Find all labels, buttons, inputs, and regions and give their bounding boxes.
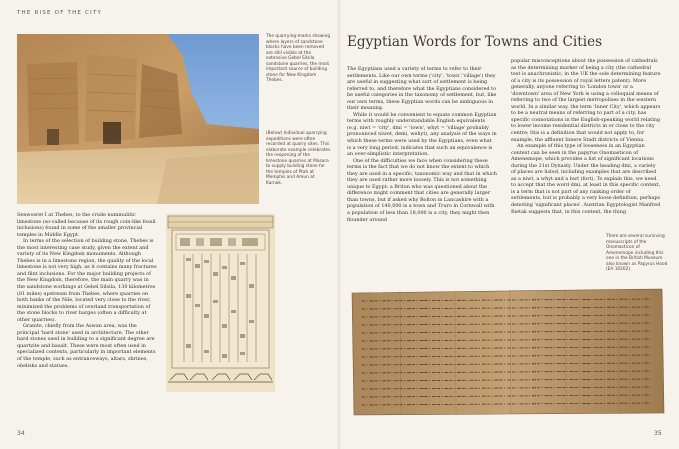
body-paragraph: The Egyptians used a variety of terms to refer to their settlements. Like our own terms ('city', 'town','village') they are useful in suggesting what sort of settlement is being referred to, and therefore what the Egyptians considered to be useful categories in the taxonomy of settlement, but, like our own terms, these Egyptian words can be ambiguous in their meaning. (347, 66, 497, 112)
body-paragraph: Senwosret I at Thebes, to the crude nummulitic limestone (so-called because of its rough coin-like fossil inclusions) found in some of the smaller provincial temples in Middle Egypt. (17, 212, 156, 238)
body-paragraph: In terms of the selection of building stone, Thebes is the most interesting case study, given the extent and variety of its New Kingdom monuments. Although Thebes is in a limestone region, the quality of the local limestone is not very high, as it contains many fractures and flint inclusions. For the major building projects of the New Kingdom, therefore, the main quarry was in the sandstone workings at Gebel Silsila, 130 kilometres (81 miles) upstream from Thebes, where quarries on both banks of the Nile, located very close to the river, minimized the problems of overland transportation of the stone blocks to river barges (often a difficulty at other quarries). (17, 238, 157, 323)
quarry-photo (17, 34, 259, 204)
left-text-column (17, 212, 157, 369)
papyrus-photo (350, 287, 666, 417)
quarry-caption: The quarrying-marks showing where layers of sandstone blocks have been removed are still visible at the extensive Gebel Silsila sandstone quarries, the most important source of building stone for New Kingdom Thebes. (266, 34, 331, 83)
body-paragraph: Granite, chiefly from the Aswan area, was the principal 'hard stone' used in architecture. The other hard stones used in building to a significant degree are quartzite and basalt. These were most often used in specialized contexts, particularly in important elements of the temple, such as entranceways, altars, shrines, obelisks and statues. (17, 323, 156, 369)
page-number-left: 34 (17, 430, 25, 437)
papyrus-caption: There are several surviving manuscripts of the Onomasticon of Amenemope including this one in the British Museum also known as Papyrus Hood (EA 10202). (606, 234, 668, 272)
page-number-right: 35 (654, 430, 662, 437)
running-head: THE RISE OF THE CITY (17, 10, 103, 16)
middle-text-column (347, 66, 497, 223)
quarry-stela-illustration (166, 214, 275, 392)
right-text-column (511, 58, 661, 215)
stela-caption: (Below) Individual quarrying expeditions were often recorded at quarry sites. This elaborate example celebrates the reopening of the limestone quarries at Masara to supply building stone for the temples of Ptah at Memphis and Amun at Karnak. (266, 131, 331, 186)
book-gutter (338, 0, 341, 449)
page-title: Egyptian Words for Towns and Cities (347, 34, 603, 50)
body-paragraph: While it would be convenient to equate common Egyptian terms with roughly understandable English equivalents (e.g. niwt = 'city', dmi = 'town', whyt = 'village' probably pronounced niwet, demi, wehyt), any analysis of the ways in which these terms were used by the Egyptians, even what is a very long period, indicates that such an equivalence is an over-simplistic interpretation. (347, 111, 497, 158)
body-paragraph: One of the difficulties we face when considering these terms is the fact that we do not know the extent to which they are used in a specific, taxonomic way and that in which they are used rather more loosely. This is not something unique to Egypt: a Briton who was questioned about the difference might comment that cities are generally larger than towns, but if asked why Bolton in Lancashire with a population of 140,000 is a town and Truro in Cornwall with a population of less than 18,000 is a city, they might then flounder around (347, 157, 497, 223)
body-paragraph: An example of this type of looseness in an Egyptian context can be seen in the papyrus Onomasticon of Amenemope, which provides a list of significant locations during the 21st Dynasty. Under the heading dmi, a variety of places are listed, including examples that are described as a niwt, a whyt and a hwt (fort). To explain this, we need to accept that the word dmi, at least in this specific context, is a term that is not part of any ranking order of settlements, but is probably a very loose definition, perhaps denoting 'significant places'. Austrian Egyptologist Manfred Bietak suggests that, in this context, the thing (511, 143, 661, 215)
body-paragraph: popular misconceptions about the possession of cathedrals as the determining marker of being a city (the cathedral test is anachronistic; in the UK the sole determining feature of a city is its possession of royal letters patent). More generally, anyone referring to 'London town' or a 'downtown' area of New York is using a colloquial means of referring to two of the largest metropolises in the western world. In a similar way, the term 'Inner City', which appears to be a neutral means of referring to part of a city, has specific connotations in the English-speaking world relating to lower income residential districts in or close to the city centre; this is a definition that would not apply to, for example, the affluent Innere Stadt districts of Vienna. (511, 58, 661, 143)
